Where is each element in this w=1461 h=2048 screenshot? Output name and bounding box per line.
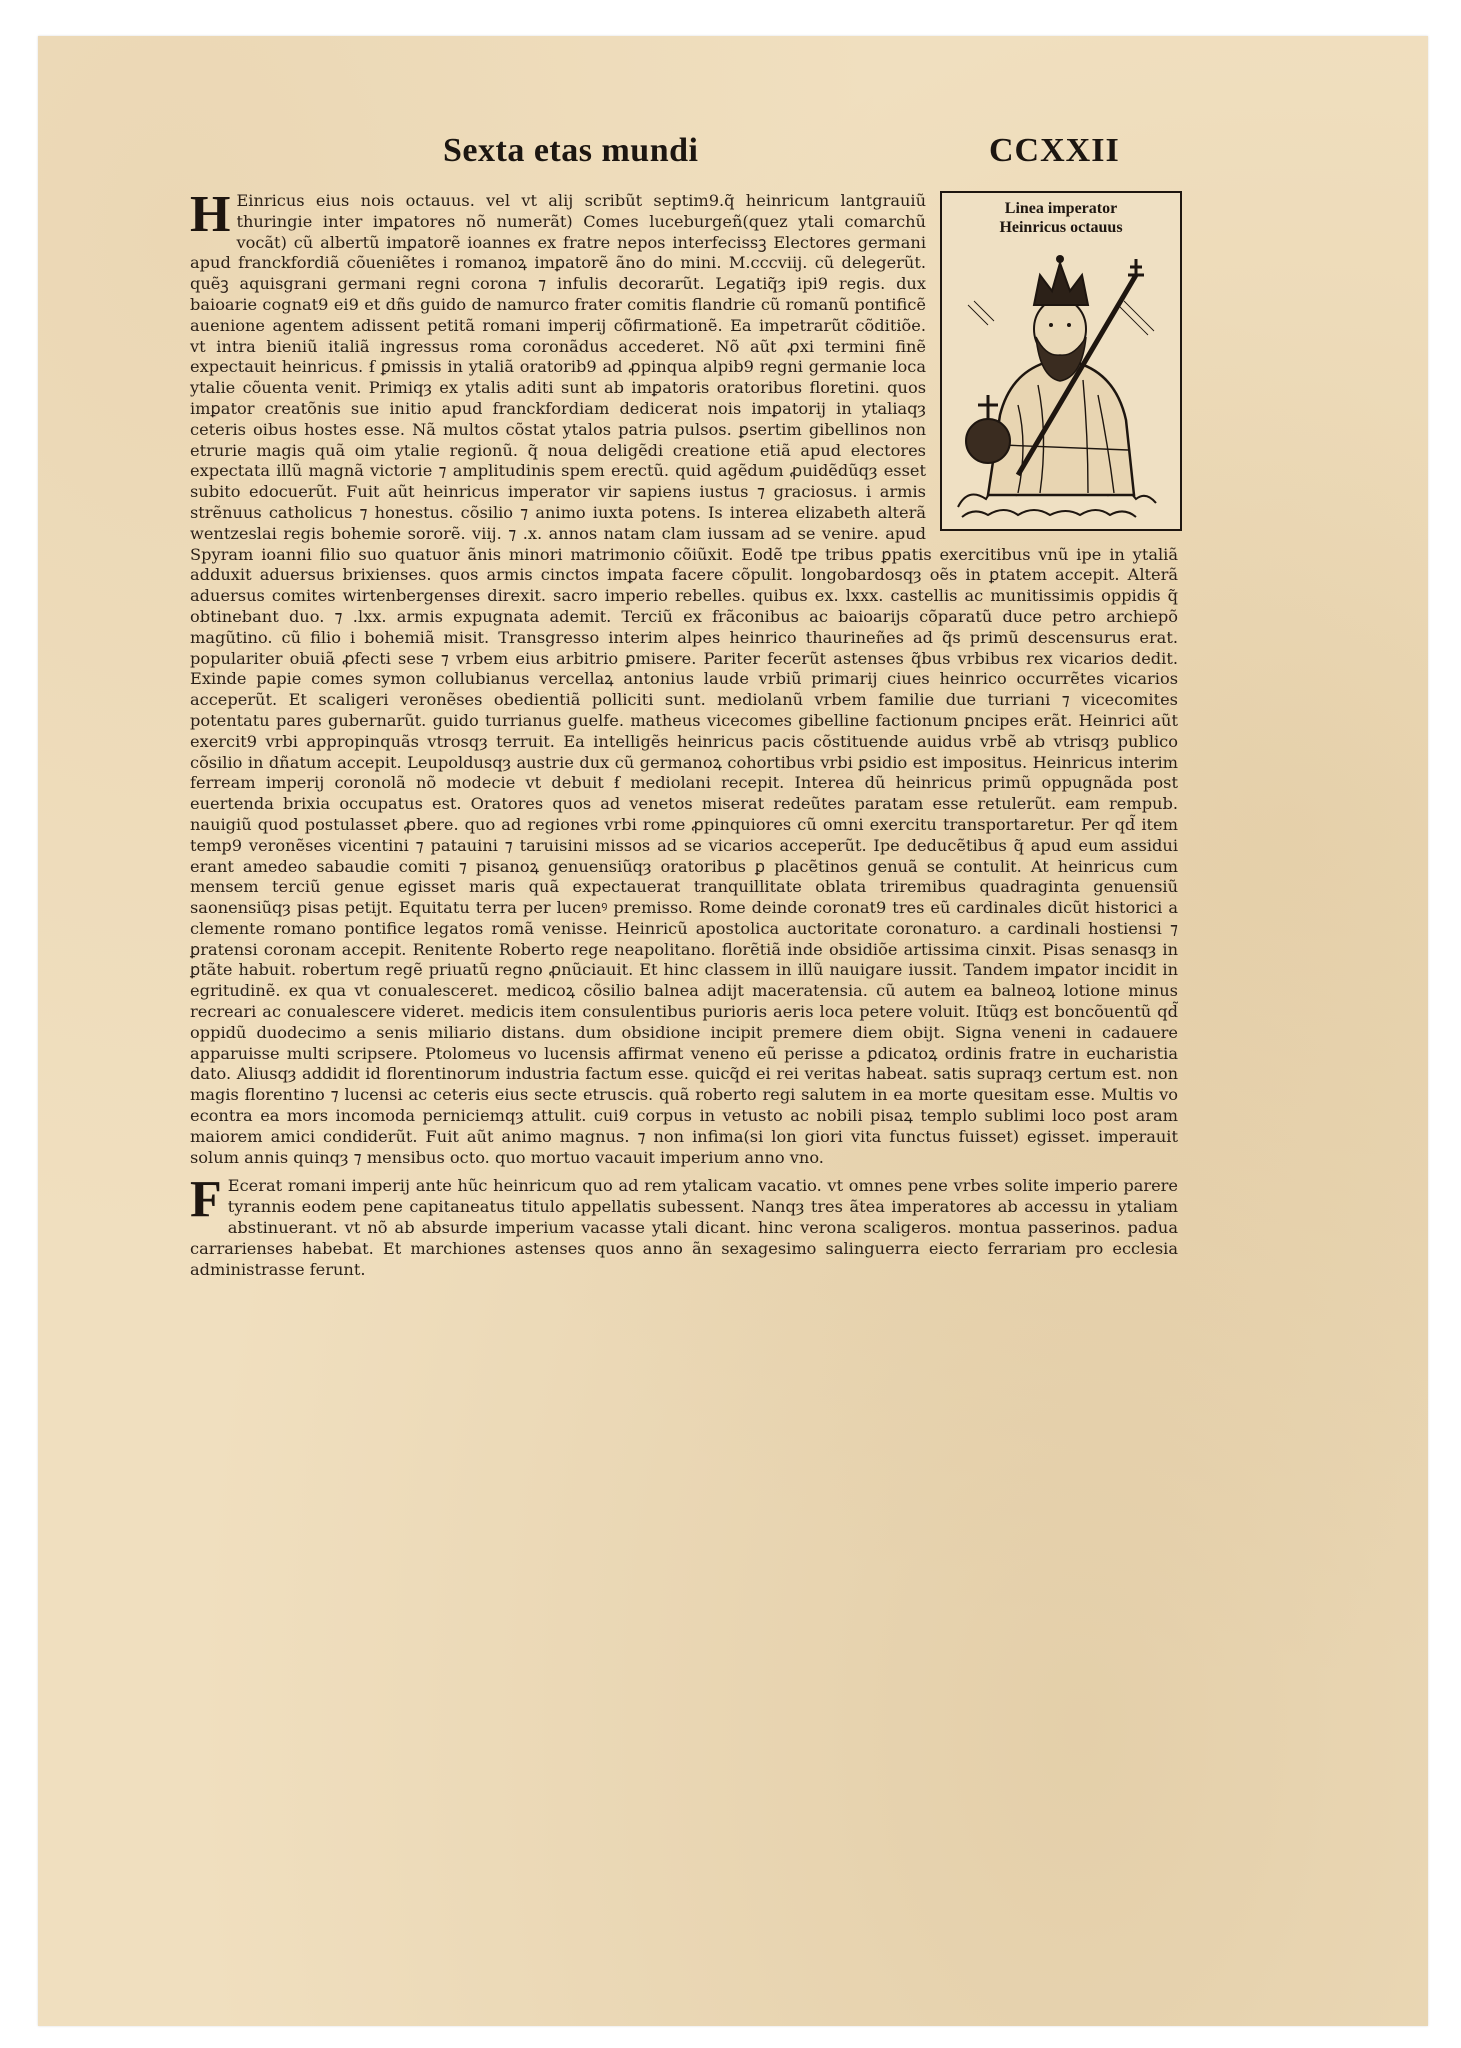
portrait-caption <box>942 199 1180 237</box>
woodcut-portrait-box <box>940 191 1182 531</box>
drop-capital-h: H <box>190 186 231 243</box>
main-text-block <box>190 186 1178 1280</box>
folio-number: CCXXII <box>989 132 1120 169</box>
leaf-page <box>38 36 1428 2026</box>
drop-capital-f: F <box>190 1171 222 1229</box>
paragraph-2 <box>190 1171 1178 1280</box>
portrait-caption-line2: Heinricus octauus <box>999 219 1123 236</box>
running-head-title: Sexta etas mundi <box>443 132 699 169</box>
paragraph-1-text: Einricus eius nois octauus. vel vt alij scribũt septim9.q̃ heinricum lantgrauiũ thuringie inter imꝑatores nõ numerãt) Comes luceburgeñ(quez ytali comarchũ vocãt) cũ albertũ imꝑatorẽ ioannes ex fratre nepos interfecissꝫ Electores germani apud franckfordiã cõueniẽtes i romanoꝝ imꝑatorẽ ãno do mini. M.cccviij. cũ delegerũt. quẽꝫ aquisgrani germani regni corona ⁊ infulis decorarũt. Legatiq̃ȝ ipi9 regis. dux baioarie cognat9 ei9 et dñs guido de namurco frater comitis flandrie cũ romanũ pontificẽ auenione agentem adissent petitã romani imperij cõfirmationẽ. Ea impetrarũt cõditiõe. vt intra bieniũ italiã ingressus roma coronãdus accederet. Nõ aũt ꝓxi termini finẽ expectauit heinricus. ẜ ꝑmissis in ytaliã oratorib9 ad ꝓpinqua alpib9 regni germanie loca ytalie cõuenta venit. Primiqȝ ex ytalis aditi sunt ab imꝑatoris oratoribus floretini. quos imꝑator creatõnis sue initio apud franckfordiam dedicerat nois imꝑatorij in ytaliaqȝ ceteris oibus hostes esse. Nã multos cõstat ytalos patria pulsos. ꝑsertim gibellinos non etrurie magis quã oim ytalie regionũ. q̃ noua deligẽdi creatione etiã apud electores expectata illũ magnã victorie ⁊ amplitudinis spem erectũ. quid agẽdum ꝓuidẽdũqȝ esset subito edocuerũt. Fuit aũt heinricus imperator vir sapiens iustus ⁊ graciosus. i armis strẽnuus catholicus ⁊ honestus. cõsilio ⁊ animo iuxta potens. Is interea elizabeth alterã wentzeslai regis bohemie sororẽ. viij. ⁊ .x. annos natam clam iussam ad se venire. apud Spyram ioanni filio suo quatuor ãnis minori matrimonio cõiũxit. Eodẽ tpe tribus ꝑpatis exercitibus vnũ ipe in ytaliã adduxit aduersus brixienses. quos armis cinctos imꝑata facere cõpulit. longobardosqȝ oẽs in ꝑtatem accepit. Alterã aduersus comites wirtenbergenses direxit. sacro imperio rebelles. quibus ex. lxxx. castellis ac munitissimis oppidis q̃ obtinebant duo. ⁊ .lxx. armis expugnata ademit. Terciũ ex frãconibus ac baioarijs cõparatũ duce petro archiepõ magũtino. cũ filio i bohemiã misit. Transgresso interim alpes heinrico thaurineñes ad q̃s primũ descensurus erat. populariter obuiã ꝓfecti sese ⁊ vrbem eius arbitrio ꝑmisere. Pariter fecerũt astenses q̃bus vrbibus rex vicarios dedit. Exinde papie comes symon collubianus vercellaꝝ antonius laude vrbiũ primarij ciues heinrico occurrẽtes vicarios acceperũt. Et scaligeri veronẽses obedientiã polliciti sunt. mediolanũ vrbem familie due turriani ⁊ vicecomites potentatu pares gubernarũt. guido turrianus guelfe. matheus vicecomes gibelline factionum ꝑncipes erãt. Heinrici aũt exercit9 vrbi appropinquãs vtrosqȝ terruit. Ea intelligẽs heinricus pacis cõstituende auidus vrbẽ ab vtrisqȝ publico cõsilio in dñatum accepit. Leupoldusqȝ austrie dux cũ germanoꝝ cohortibus vrbi ꝑsidio est impositus. Heinricus interim ferream imperij coronolã nõ modecie vt debuit ẜ mediolani recepit. Interea dũ heinricus primũ oppugnãda post euertenda brixia occupatus est. Oratores quos ad venetos miserat redeũtes paratam esse retulerũt. eam rempub. nauigiũ quod postulasset ꝓbere. quo ad regiones vrbi rome ꝓpinquiores cũ omni exercitu transportaretur. Per qd̃ item temp9 veronẽses vicentini ⁊ patauini ⁊ taruisini missos ad se vicarios acceperũt. Ipe deducẽtibus q̃ apud eum assidui erant amedeo sabaudie comiti ⁊ pisanoꝝ genuensiũqȝ oratoribus ꝑ placẽtinos genuã se contulit. At heinricus cum mensem terciũ genue egisset maris quã expectauerat tranquillitate oblata triremibus quadraginta genuensiũ saonensiũqȝ pisas petijt. Equitatu terra per lucenꝰ premisso. Rome deinde coronat9 tres eũ cardinales dicũt historici a clemente romano pontifice legatos romã venisse. Heinricũ apostolica auctoritate coronaturo. a cardinali hostiensi ⁊ ꝑratensi coronam accepit. Renitente Roberto rege neapolitano. florẽtiã inde obsidiõe artissima cinxit. Pisas senasqȝ in ꝑtãte habuit. robertum regẽ priuatũ regno ꝓnũciauit. Et hinc classem in illũ nauigare iussit. Tandem imꝑator incidit in egritudinẽ. ex qua vt conualesceret. medicoꝝ cõsilio balnea adijt maceratensia. cũ autem ea balneoꝝ lotione minus recreari ac conualescere videret. medicis item consulentibus purioris aeris loca petere voluit. Itũqȝ est boncõuentũ qd̃ oppidũ duodecimo a senis miliario distans. dum obsidione incipit premere diem obijt. Signa veneni in cadauere apparuisse multi scripsere. Ptolomeus vo lucensis affirmat veneno eũ perisse a ꝑdicatoꝝ ordinis fratre in eucharistia dato. Aliusqȝ addidit id florentinorum industria factum esse. quicq̃d ei rei veritas habeat. satis supraqȝ certum est. non magis florentino ⁊ lucensi ac ceteris eius secte etruscis. quã roberto regi salutem in ea morte quesitam esse. Multis vo econtra ea mors incomoda perniciemqȝ attulit. cui9 corpus in vetusto ac nobili pisaꝝ templo sublimi loco post aram maiorem amici condiderũt. Fuit aũt animo magnus. ⁊ non infima(si lon giori vita functus fuisset) egisset. imperauit solum annis quinqȝ ⁊ mensibus octo. quo mortuo vacauit imperium anno vno. <box>190 191 1178 1167</box>
emperor-woodcut-image <box>948 245 1172 523</box>
paragraph-2-text: Ecerat romani imperij ante hũc heinricum quo ad rem ytalicam vacatio. vt omnes pene vrbes solite imperio parere tyrannis eodem pene capitaneatus titulo appellatis subessent. Nanqȝ tres ãtea imperatores ab accessu in ytaliam abstinuerant. vt nõ ab absurde imperium vacasse ytali dicant. hinc verona scaligeros. montua passerinos. padua carrarienses habebat. Et marchiones astenses quos anno ãn sexagesimo salinguerra eiecto ferrariam pro ecclesia administrasse ferunt. <box>190 1176 1178 1279</box>
running-head <box>38 132 1428 180</box>
portrait-caption-line1: Linea imperator <box>1004 200 1118 217</box>
